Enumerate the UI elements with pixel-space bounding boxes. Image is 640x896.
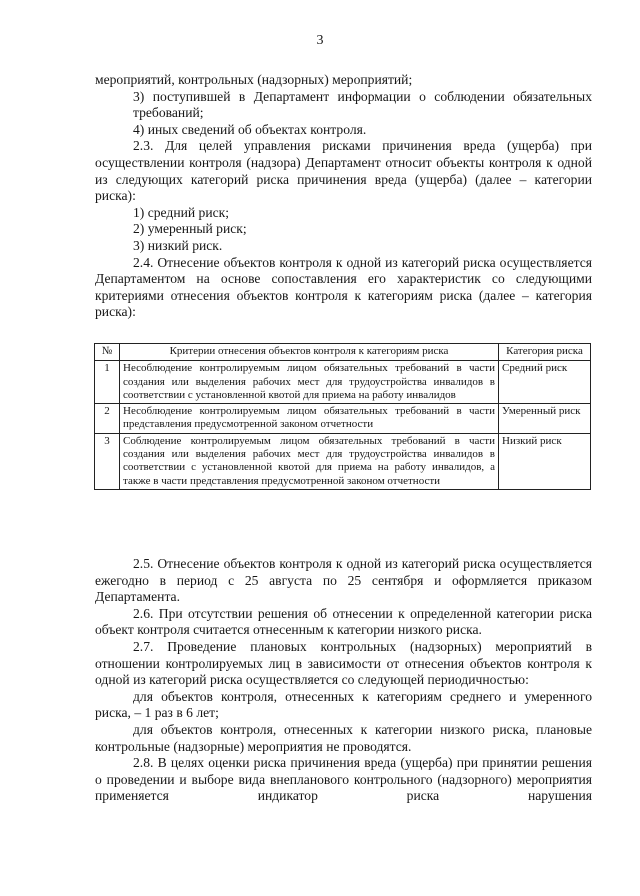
paragraph: 2.7. Проведение плановых контрольных (надзорных) мероприятий в отношении контролируемых лиц в зависимости от отнесения объектов контроля к одной из категорий риска осуществляется со следующей периодичностью: [95, 638, 592, 688]
row-category: Низкий риск [499, 433, 591, 489]
table-row [95, 361, 591, 404]
row-criteria: Несоблюдение контролируемым лицом обязательных требований в части представления предусмотренной законом отчетности [120, 404, 499, 434]
table-row [95, 433, 591, 489]
body-text-bottom [95, 556, 592, 805]
body-text-top [95, 72, 592, 321]
paragraph: для объектов контроля, отнесенных к категориям среднего и умеренного риска, – 1 раз в 6 лет; [95, 688, 592, 721]
risk-criteria-table [94, 343, 591, 490]
paragraph: 2.5. Отнесение объектов контроля к одной из категорий риска осуществляется ежегодно в период с 25 августа по 25 сентября и оформляется приказом Департамента. [95, 556, 592, 605]
table-header-row [95, 344, 591, 361]
row-number: 3 [95, 433, 120, 489]
paragraph: 2.6. При отсутствии решения об отнесении к определенной категории риска объект контроля считается отнесенным к категории низкого риска. [95, 605, 592, 638]
paragraph: 2.8. В целях оценки риска причинения вреда (ущерба) при принятии решения о проведении и выборе вида внепланового контрольного (надзорного) мероприятия применяется индикатор риска нарушения [95, 755, 592, 804]
table-row [95, 404, 591, 434]
row-category: Умеренный риск [499, 404, 591, 434]
paragraph: 4) иных сведений об объектах контроля. [133, 121, 367, 137]
paragraph: 1) средний риск; [133, 204, 230, 220]
row-criteria: Соблюдение контролируемым лицом обязательных требований в части создания или выделения рабочих мест для трудоустройства инвалидов в соответствии с установленной квотой для приема на работу инвалидов, а также в части представления предусмотренной законом отчетности [120, 433, 499, 489]
row-number: 2 [95, 404, 120, 434]
row-criteria: Несоблюдение контролируемым лицом обязательных требований в части создания или выделения рабочих мест для трудоустройства инвалидов в соответствии с установленной квотой для приема на работу инвалидов [120, 361, 499, 404]
paragraph: для объектов контроля, отнесенных к категории низкого риска, плановые контрольные (надзорные) мероприятия не проводятся. [95, 721, 592, 754]
paragraph: 2.4. Отнесение объектов контроля к одной из категорий риска осуществляется Департаментом на основе сопоставления его характеристик со следующими критериями отнесения объектов контроля к категориям риска (далее – категория риска): [95, 254, 592, 320]
header-number: № [95, 344, 120, 361]
header-criteria: Критерии отнесения объектов контроля к категориям риска [120, 344, 499, 361]
paragraph: 3) поступившей в Департамент информации о соблюдении обязательных требований; [133, 88, 592, 121]
paragraph: 2) умеренный риск; [133, 221, 247, 237]
row-number: 1 [95, 361, 120, 404]
page-number: 3 [316, 33, 324, 48]
row-category: Средний риск [499, 361, 591, 404]
paragraph: 2.3. Для целей управления рисками причинения вреда (ущерба) при осуществлении контроля (надзора) Департамент относит объекты контроля к одной из следующих категорий риска причинения вреда (ущерба) (далее – категории риска): [95, 138, 592, 204]
paragraph: мероприятий, контрольных (надзорных) мероприятий; [95, 72, 413, 87]
header-category: Категория риска [499, 344, 591, 361]
paragraph: 3) низкий риск. [133, 237, 223, 253]
